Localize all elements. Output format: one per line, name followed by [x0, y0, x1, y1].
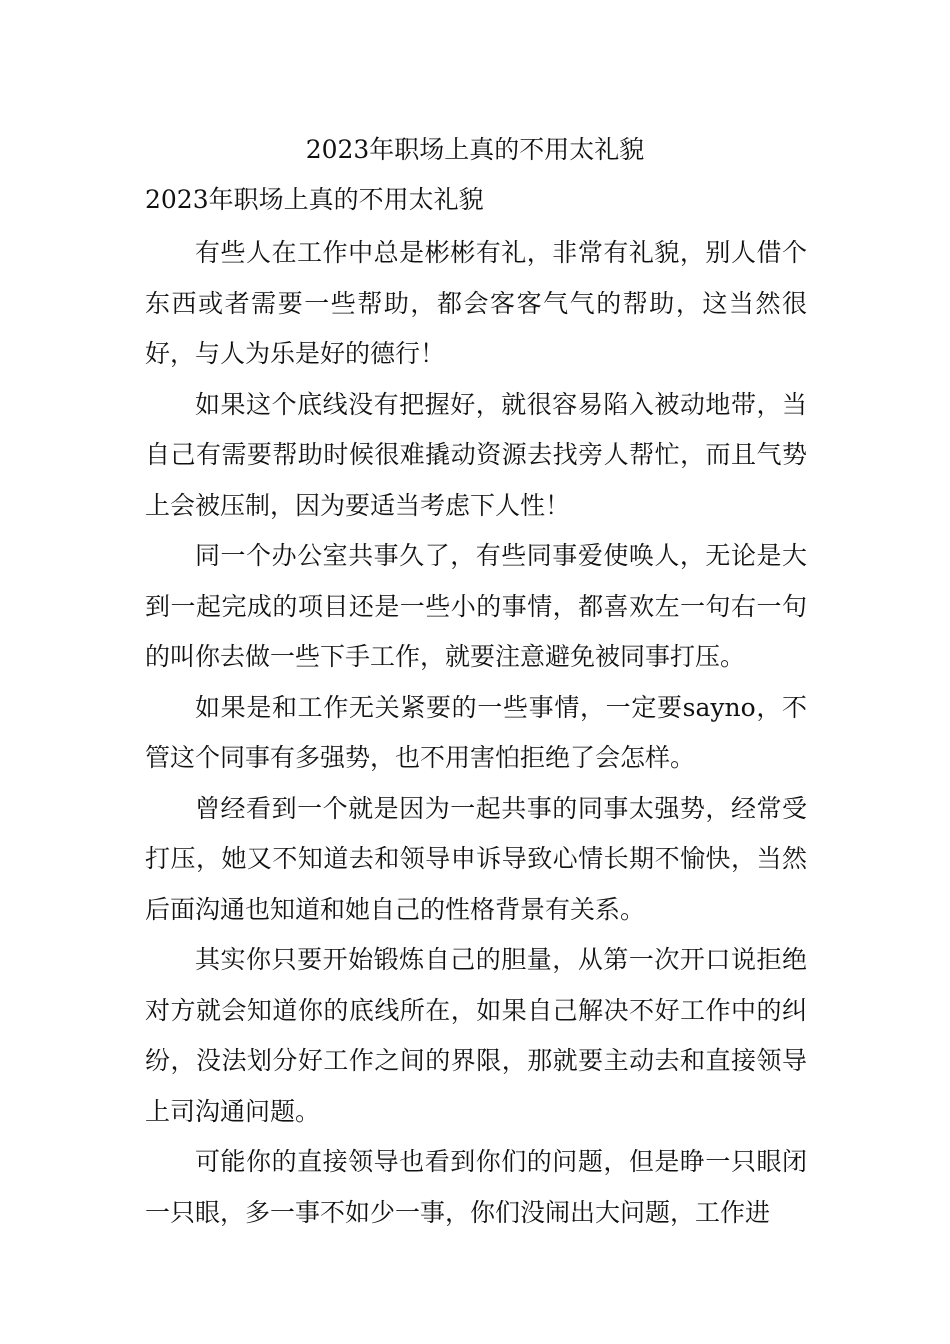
document-title: 2023年职场上真的不用太礼貌	[305, 135, 645, 164]
paragraph-6: 其实你只要开始锻炼自己的胆量，从第一次开口说拒绝对方就会知道你的底线所在，如果自己解决不好工作中的纠纷，没法划分好工作之间的界限，那就要主动去和直接领导上司沟通问题。	[145, 945, 807, 1126]
paragraph-4: 如果是和工作无关紧要的一些事情，一定要sayno，不管这个同事有多强势，也不用害怕拒绝了会怎样。	[145, 692, 807, 772]
document-subtitle: 2023年职场上真的不用太礼貌	[145, 185, 484, 214]
paragraph-2: 如果这个底线没有把握好，就很容易陷入被动地带，当自己有需要帮助时候很难撬动资源去找旁人帮忙，而且气势上会被压制，因为要适当考虑下人性！	[145, 389, 807, 520]
document-body	[145, 180, 807, 1238]
paragraph-3: 同一个办公室共事久了，有些同事爱使唤人，无论是大到一起完成的项目还是一些小的事情，都喜欢左一句右一句的叫你去做一些下手工作，就要注意避免被同事打压。	[145, 541, 807, 671]
paragraph-5: 曾经看到一个就是因为一起共事的同事太强势，经常受打压，她又不知道去和领导申诉导致心情长期不愉快，当然后面沟通也知道和她自己的性格背景有关系。	[145, 793, 807, 924]
paragraph-7: 可能你的直接领导也看到你们的问题，但是睁一只眼闭一只眼，多一事不如少一事，你们没闹出大问题，工作进	[145, 1147, 807, 1227]
paragraph-1: 有些人在工作中总是彬彬有礼，非常有礼貌，别人借个东西或者需要一些帮助，都会客客气气的帮助，这当然很好，与人为乐是好的德行！	[145, 238, 807, 368]
